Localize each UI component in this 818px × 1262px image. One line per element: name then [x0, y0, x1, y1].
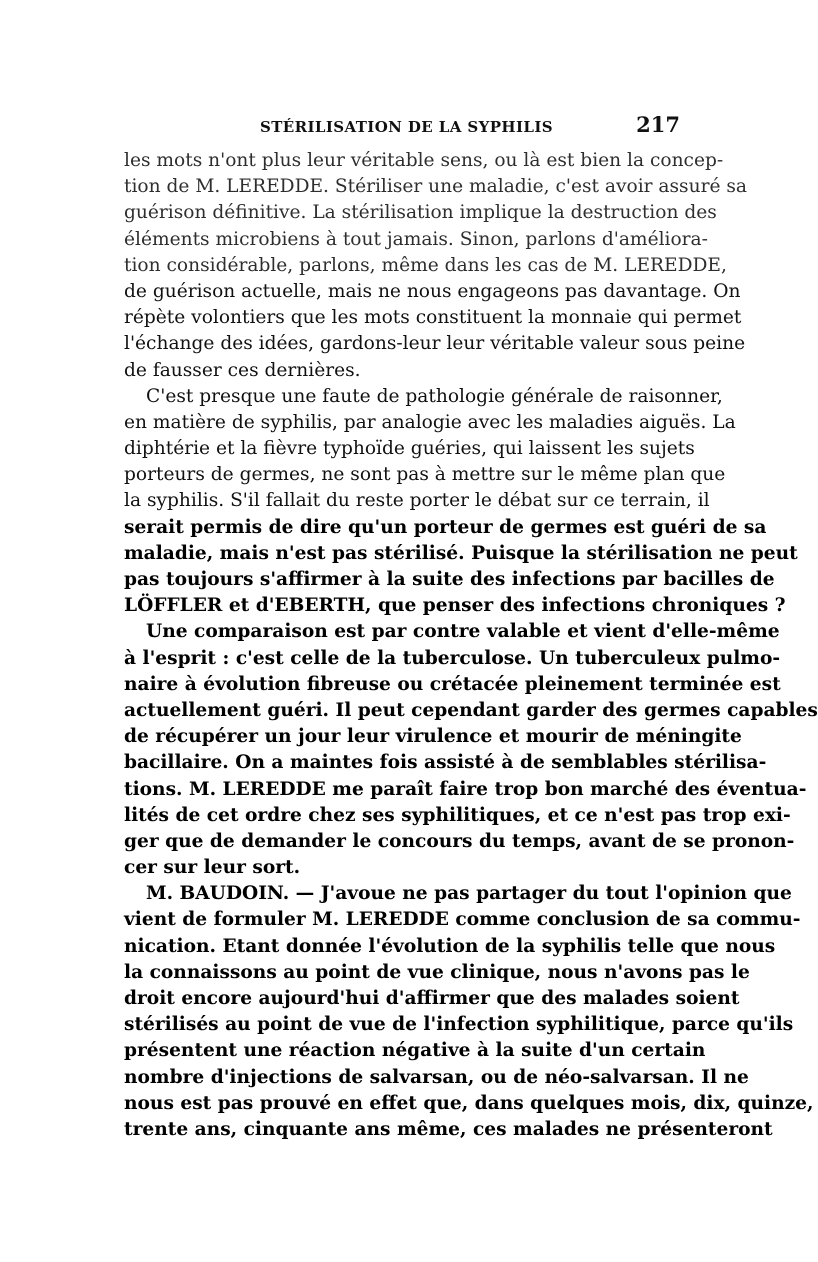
text-line: en matière de syphilis, par analogie avec les maladies aiguës. La: [124, 411, 736, 433]
text-line: présentent une réaction négative à la suite d'un certain: [124, 1040, 706, 1062]
text-line: nous est pas prouvé en effet que, dans quelques mois, dix, quinze,: [124, 1092, 814, 1114]
text-line: de fausser ces dernières.: [124, 359, 361, 381]
text-line: nication. Etant donnée l'évolution de la syphilis telle que nous: [124, 935, 776, 957]
body-text: [124, 148, 818, 1143]
text-line: tions. M. LEREDDE me paraît faire trop bon marché des éventua-: [124, 778, 807, 800]
text-line: à l'esprit : c'est celle de la tuberculose. Un tuberculeux pulmo-: [124, 647, 781, 669]
text-line: tion de M. LEREDDE. Stériliser une maladie, c'est avoir assuré sa: [124, 176, 748, 198]
text-line: serait permis de dire qu'un porteur de germes est guéri de sa: [124, 516, 767, 538]
text-line: guérison définitive. La stérilisation implique la destruction des: [124, 202, 717, 224]
text-line: stérilisés au point de vue de l'infection syphilitique, parce qu'ils: [124, 1014, 794, 1036]
page-number: 217: [636, 112, 680, 137]
text-line: porteurs de germes, ne sont pas à mettre sur le même plan que: [124, 464, 726, 486]
text-line: cer sur leur sort.: [124, 857, 301, 879]
text-line: bacillaire. On a maintes fois assisté à de semblables stérilisa-: [124, 752, 767, 774]
text-line: droit encore aujourd'hui d'affirmer que des malades soient: [124, 988, 740, 1009]
text-line: nombre d'injections de salvarsan, ou de néo-salvarsan. Il ne: [124, 1066, 749, 1088]
text-line: la syphilis. S'il fallait du reste porter le débat sur ce terrain, il: [124, 490, 710, 512]
text-line: de récupérer un jour leur virulence et mourir de méningite: [124, 726, 742, 748]
text-line: ger que de demander le concours du temps, avant de se pronon-: [124, 830, 795, 852]
text-line: l'échange des idées, gardons-leur leur véritable valeur sous peine: [124, 333, 746, 355]
text-line: les mots n'ont plus leur véritable sens, ou là est bien la concep-: [124, 150, 724, 171]
text-line: diphtérie et la fièvre typhoïde guéries, qui laissent les sujets: [124, 438, 695, 460]
text-line: C'est presque une faute de pathologie générale de raisonner,: [146, 385, 723, 407]
text-line: trente ans, cinquante ans même, ces malades ne présenteront: [124, 1118, 773, 1140]
text-line: de guérison actuelle, mais ne nous engageons pas davantage. On: [124, 280, 741, 302]
text-line: actuellement guéri. Il peut cependant garder des germes capables: [124, 699, 818, 721]
text-line: la connaissons au point de vue clinique, nous n'avons pas le: [124, 961, 750, 983]
text-line: répète volontiers que les mots constituent la monnaie qui permet: [124, 307, 742, 329]
text-line: Une comparaison est par contre valable et vient d'elle-même: [146, 621, 780, 643]
text-line: tion considérable, parlons, même dans les cas de M. LEREDDE,: [124, 254, 727, 276]
text-line: éléments microbiens à tout jamais. Sinon, parlons d'améliora-: [124, 228, 708, 250]
text-line: vient de formuler M. LEREDDE comme conclusion de sa commu-: [124, 909, 801, 931]
running-title: STÉRILISATION DE LA SYPHILIS: [260, 118, 553, 136]
text-line: LÖFFLER et d'EBERTH, que penser des infections chroniques ?: [124, 595, 786, 617]
text-line: maladie, mais n'est pas stérilisé. Puisque la stérilisation ne peut: [124, 542, 798, 564]
text-line: pas toujours s'affirmer à la suite des infections par bacilles de: [124, 569, 775, 590]
text-line: naire à évolution fibreuse ou crétacée pleinement terminée est: [124, 673, 781, 695]
text-line: M. BAUDOIN. — J'avoue ne pas partager du tout l'opinion que: [146, 883, 792, 905]
text-line: lités de cet ordre chez ses syphilitiques, et ce n'est pas trop exi-: [124, 804, 791, 826]
running-head: [124, 112, 680, 142]
